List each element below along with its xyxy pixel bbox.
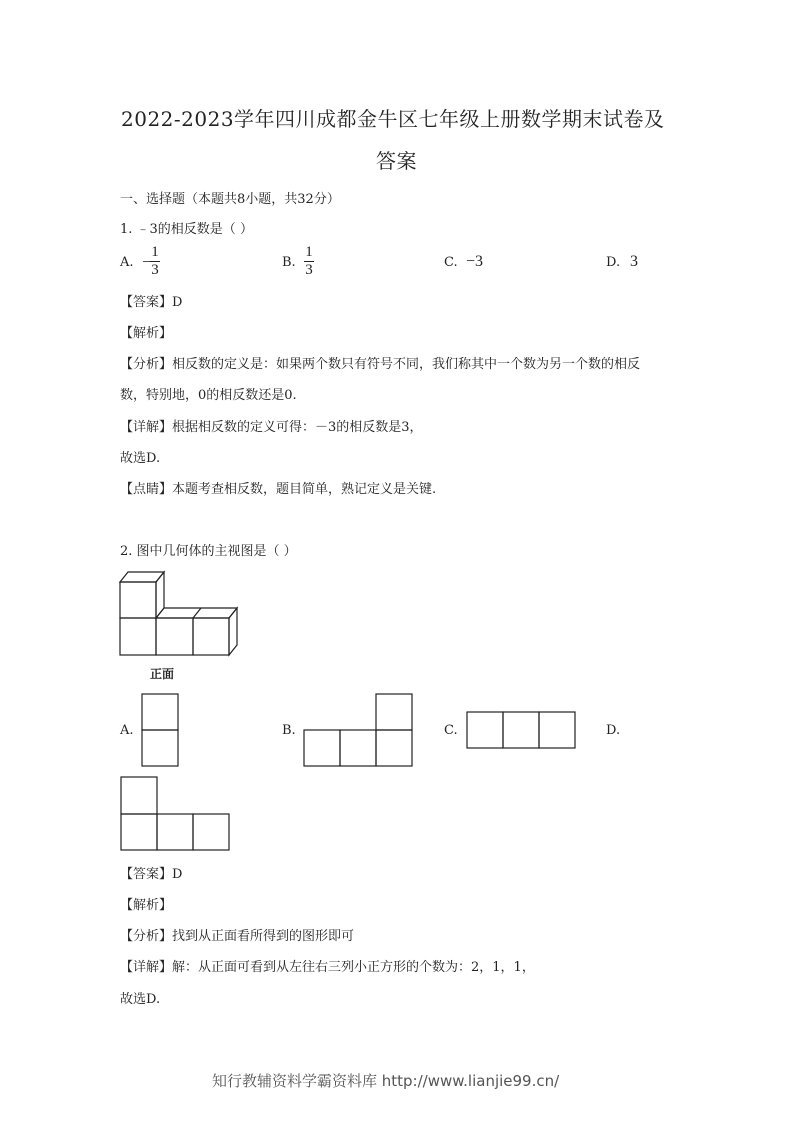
q1-option-a-fraction — [150, 244, 160, 279]
square — [121, 777, 157, 814]
square — [142, 694, 178, 730]
q1-analysis-label: 【解析】 — [120, 326, 173, 341]
q2-choose: 故选D. — [120, 992, 161, 1007]
square — [121, 814, 157, 850]
q1-option-a-letter: A. — [120, 255, 134, 270]
q2-option-d-letter: D. — [606, 723, 621, 738]
square — [157, 814, 193, 850]
square — [376, 694, 412, 730]
q1-choose: 故选D. — [120, 451, 161, 466]
square — [376, 730, 412, 766]
q1-option-a-denominator: 3 — [151, 262, 159, 278]
q1-option-c-value: −3 — [466, 253, 484, 270]
q1-xiangjie: 【详解】根据相反数的定义可得：－3的相反数是3， — [120, 420, 423, 435]
page-title: 2022-2023学年四川成都金牛区七年级上册数学期末试卷及 — [121, 107, 665, 131]
q1-fenxi-line2: 数，特别地，0的相反数还是0. — [120, 388, 297, 403]
q2-option-a-letter: A. — [120, 723, 134, 738]
q1-option-b-letter: B. — [282, 255, 296, 270]
cube-front-face — [156, 618, 193, 655]
cube-front-face — [120, 582, 156, 618]
q1-fenxi-line1: 【分析】相反数的定义是：如果两个数只有符号不同，我们称其中一个数为另一个数的相反 — [120, 357, 641, 372]
square — [539, 712, 575, 748]
cube-front-face — [120, 618, 156, 655]
cube-side-face — [229, 608, 237, 655]
q2-option-d-figure — [120, 776, 231, 851]
square — [467, 712, 503, 748]
section-header: 一、选择题（本题共8小题，共32分） — [120, 192, 340, 207]
q1-option-d-letter: D. — [606, 255, 621, 270]
q1-option-b-numerator: 1 — [305, 244, 313, 260]
q2-analysis-label: 【解析】 — [120, 898, 173, 913]
q1-option-b-fraction — [304, 244, 314, 279]
q2-option-b-figure — [303, 693, 413, 767]
q1-option-a-sign: − — [142, 254, 152, 271]
square — [503, 712, 539, 748]
square — [142, 730, 178, 766]
cube-front-face — [193, 618, 229, 655]
q2-option-b-letter: B. — [282, 723, 296, 738]
q2-solid-figure — [118, 570, 248, 662]
q2-answer: 【答案】D — [120, 867, 183, 882]
cube-edge — [193, 608, 201, 618]
q1-dianjing: 【点睛】本题考查相反数，题目简单，熟记定义是关键. — [120, 482, 437, 497]
q1-stem: 1. ﹣3的相反数是（ ） — [120, 222, 253, 237]
q2-fenxi: 【分析】找到从正面看所得到的图形即可 — [120, 929, 355, 944]
q1-option-c-letter: C. — [444, 255, 458, 270]
square — [193, 814, 229, 850]
q1-answer: 【答案】D — [120, 295, 183, 310]
q2-front-label: 正面 — [150, 667, 175, 681]
q2-option-a-figure — [141, 693, 179, 767]
q1-option-a-numerator: 1 — [151, 244, 159, 260]
footer-watermark: 知行教辅资料学霸资料库 http://www.lianjie99.cn/ — [212, 1072, 560, 1090]
q1-option-d-value: 3 — [630, 253, 638, 270]
cube-side-face — [156, 572, 164, 618]
q2-stem: 2. 图中几何体的主视图是（ ） — [120, 544, 297, 559]
square — [304, 730, 340, 766]
q2-xiangjie: 【详解】解：从正面可看到从左往右三列小正方形的个数为：2，1，1， — [120, 960, 535, 975]
q2-option-c-figure — [466, 711, 577, 749]
q1-option-b-denominator: 3 — [305, 262, 313, 278]
page-title-continued: 答案 — [376, 149, 417, 173]
q2-option-c-letter: C. — [444, 723, 458, 738]
square — [340, 730, 376, 766]
